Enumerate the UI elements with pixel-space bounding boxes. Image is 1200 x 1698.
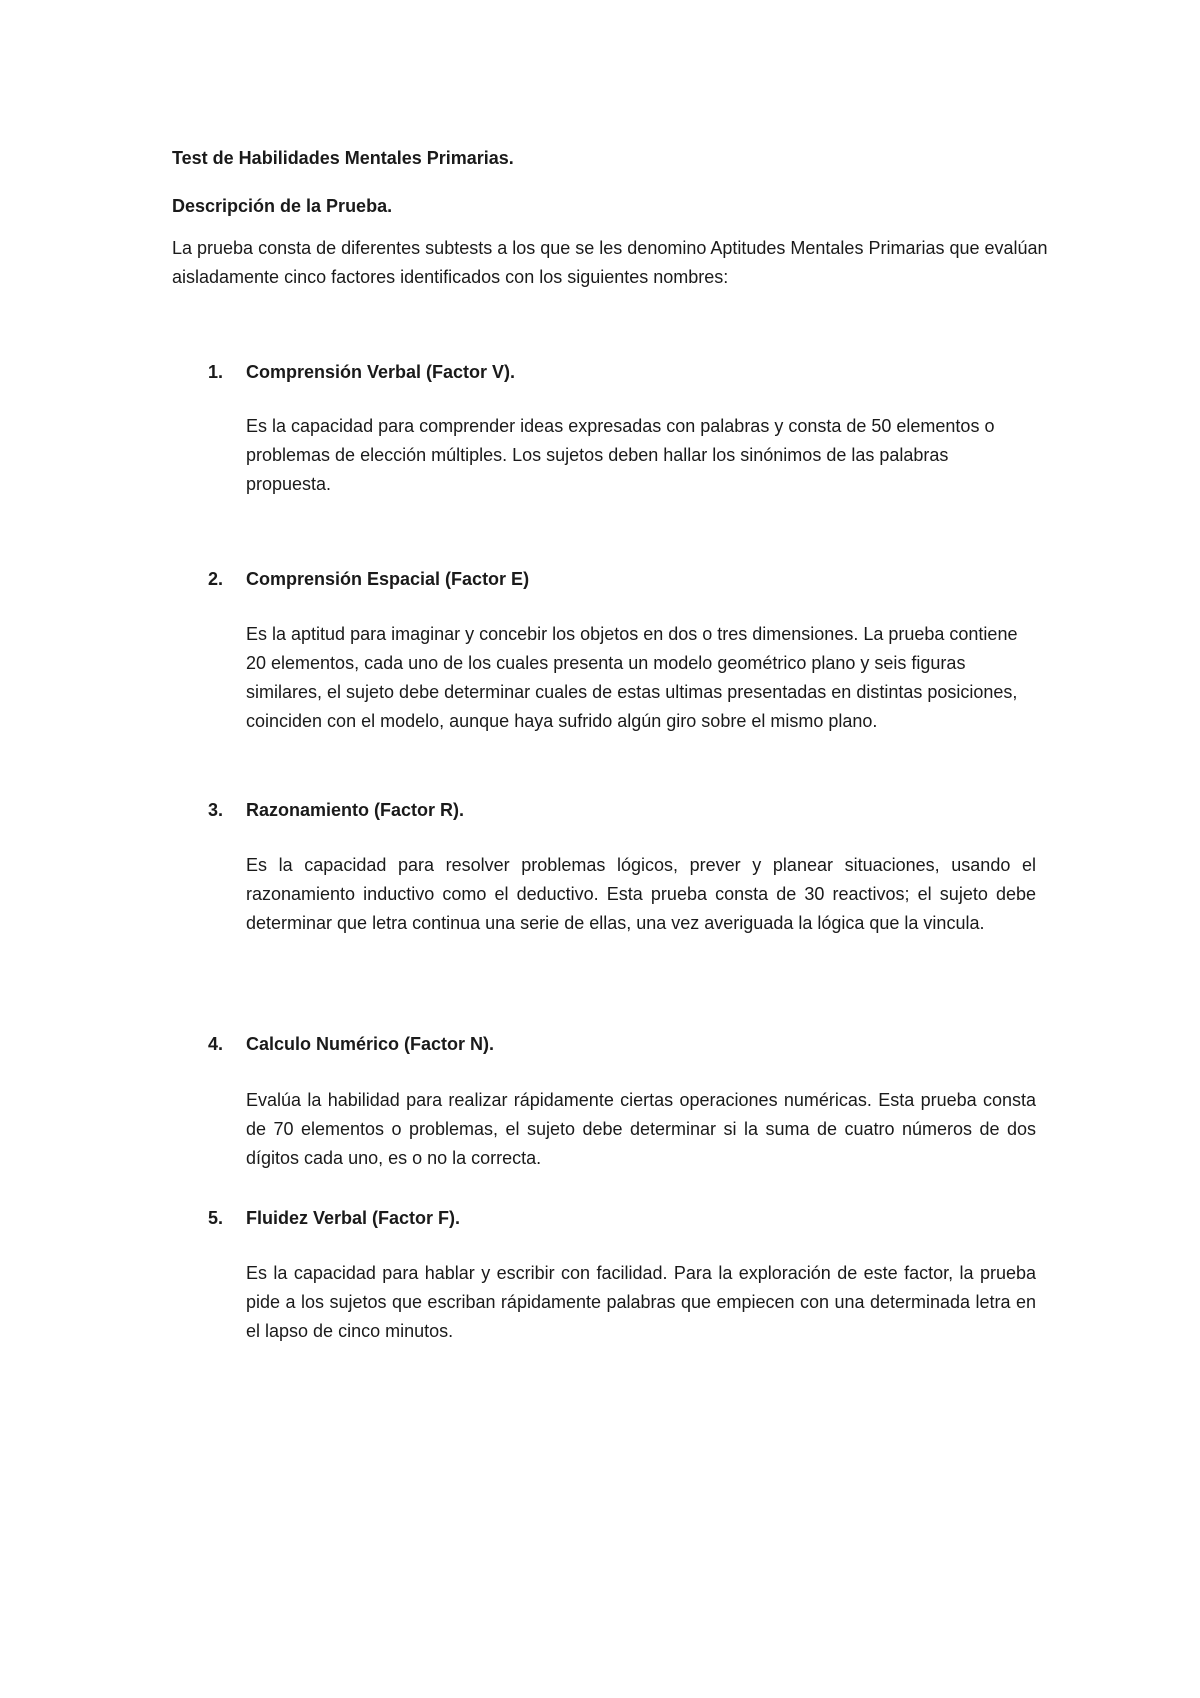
item-title: Razonamiento (Factor R).: [246, 800, 465, 820]
item-description: Es la aptitud para imaginar y concebir los objetos en dos o tres dimensiones. La prueba contiene 20 elementos, cada uno de los cuales presenta un modelo geométrico plano y seis figuras similares, el sujeto debe determinar cuales de estas ultimas presentadas en distintas posiciones, coinciden con el modelo, aunque haya sufrido algún giro sobre el mismo plano.: [246, 624, 1018, 731]
item-description: Es la capacidad para resolver problemas lógicos, prever y planear situaciones, usando el razonamiento inductivo como el deductivo. Esta prueba consta de 30 reactivos; el sujeto debe determinar que letra continua una serie de ellas, una vez averiguada la lógica que la vincula.: [246, 855, 1036, 933]
document-title: Test de Habilidades Mentales Primarias.: [172, 148, 514, 168]
item-number: 3.: [208, 800, 224, 820]
item-title: Comprensión Verbal (Factor V).: [246, 362, 516, 382]
intro-paragraph: La prueba consta de diferentes subtests a los que se les denomino Aptitudes Mentales Primarias que evalúan aisladamente cinco factores identificados con los siguientes nombres:: [172, 238, 1048, 287]
item-description: Es la capacidad para comprender ideas expresadas con palabras y consta de 50 elementos o problemas de elección múltiples. Los sujetos deben hallar los sinónimos de las palabras propuesta.: [246, 416, 995, 494]
item-number: 4.: [208, 1034, 224, 1054]
item-number: 1.: [208, 362, 224, 382]
item-title: Fluidez Verbal (Factor F).: [246, 1208, 461, 1228]
item-title: Calculo Numérico (Factor N).: [246, 1034, 495, 1054]
item-number: 2.: [208, 569, 224, 589]
item-number: 5.: [208, 1208, 224, 1228]
item-title: Comprensión Espacial (Factor E): [246, 569, 530, 589]
item-description: Evalúa la habilidad para realizar rápidamente ciertas operaciones numéricas. Esta prueba consta de 70 elementos o problemas, el sujeto debe determinar si la suma de cuatro números de dos dígitos cada uno, es o no la correcta.: [246, 1090, 1036, 1168]
document-subtitle: Descripción de la Prueba.: [172, 196, 393, 216]
item-description: Es la capacidad para hablar y escribir con facilidad. Para la exploración de este factor, la prueba pide a los sujetos que escriban rápidamente palabras que empiecen con una determinada letra en el lapso de cinco minutos.: [246, 1263, 1036, 1341]
